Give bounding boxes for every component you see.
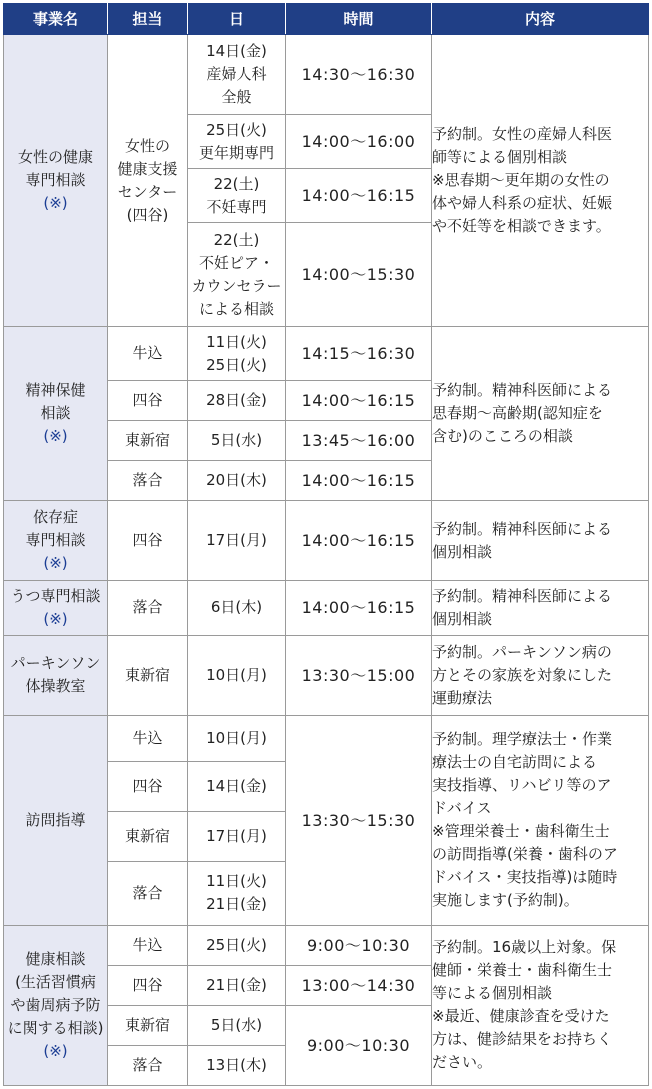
staff-cell: 東新宿 [108, 811, 188, 861]
time-cell: 13:30～15:00 [286, 635, 432, 715]
date-cell: 10日(月) [188, 635, 286, 715]
date-cell: 11日(火) 25日(火) [188, 327, 286, 381]
content-womens-health: 予約制。女性の産婦人科医 師等による個別相談 ※思春期～更年期の女性の 体や婦人科系の症状、妊娠 や不妊等を相談できます。 [432, 35, 649, 327]
date-cell: 20日(木) [188, 461, 286, 501]
time-cell: 13:45～16:00 [286, 421, 432, 461]
note-mark: (※) [43, 1041, 68, 1060]
date-cell: 17日(月) [188, 811, 286, 861]
time-cell: 14:00～16:15 [286, 169, 432, 223]
staff-cell: 四谷 [108, 761, 188, 811]
table-row [4, 581, 649, 635]
note-mark: (※) [43, 194, 68, 213]
date-cell: 22(土) 不妊ピア・ カウンセラー による相談 [188, 223, 286, 327]
time-cell: 14:00～16:15 [286, 581, 432, 635]
content-parkinson: 予約制。パーキンソン病の 方とその家族を対象にした 運動療法 [432, 635, 649, 715]
date-cell: 14日(金) 産婦人科 全般 [188, 35, 286, 115]
time-cell: 14:15～16:30 [286, 327, 432, 381]
date-cell: 6日(木) [188, 581, 286, 635]
header-row [4, 4, 649, 35]
event-womens-health: 女性の健康 専門相談 (※) [4, 35, 108, 327]
event-mental-health: 精神保健 相談 (※) [4, 327, 108, 501]
staff-cell: 東新宿 [108, 421, 188, 461]
content-mental-health: 予約制。精神科医師による 思春期～高齢期(認知症を 含む)のこころの相談 [432, 327, 649, 501]
date-cell: 10日(月) [188, 715, 286, 761]
time-cell: 9:00～10:30 [286, 925, 432, 965]
staff-cell: 四谷 [108, 381, 188, 421]
staff-cell: 牛込 [108, 925, 188, 965]
content-depression: 予約制。精神科医師による 個別相談 [432, 581, 649, 635]
event-parkinson: パーキンソン 体操教室 [4, 635, 108, 715]
staff-womens-center: 女性の 健康支援 センター (四谷) [108, 35, 188, 327]
header-date: 日 [188, 4, 286, 35]
header-content: 内容 [432, 4, 649, 35]
staff-cell: 東新宿 [108, 1005, 188, 1045]
time-cell: 14:00～16:15 [286, 461, 432, 501]
staff-cell: 落合 [108, 861, 188, 925]
time-cell: 9:00～10:30 [286, 1005, 432, 1085]
staff-cell: 落合 [108, 1045, 188, 1085]
date-cell: 17日(月) [188, 501, 286, 581]
time-cell: 13:00～14:30 [286, 965, 432, 1005]
staff-cell: 東新宿 [108, 635, 188, 715]
time-cell: 14:30～16:30 [286, 35, 432, 115]
event-home-visit: 訪問指導 [4, 715, 108, 925]
event-depression: うつ専門相談 (※) [4, 581, 108, 635]
event-health-consultation: 健康相談 (生活習慣病 や歯周病予防 に関する相談) (※) [4, 925, 108, 1085]
date-cell: 25日(火) 更年期専門 [188, 115, 286, 169]
content-home-visit: 予約制。理学療法士・作業 療法士の自宅訪問による 実技指導、リハビリ等のア ドバイス ※管理栄養士・歯科衛生士 の訪問指導(栄養・歯科のア ドバイス・実技指導)は随時 実施します(予約制)。 [432, 715, 649, 925]
date-cell: 22(土) 不妊専門 [188, 169, 286, 223]
date-cell: 5日(水) [188, 1005, 286, 1045]
date-cell: 13日(木) [188, 1045, 286, 1085]
staff-cell: 牛込 [108, 327, 188, 381]
date-cell: 5日(水) [188, 421, 286, 461]
table-row [4, 501, 649, 581]
staff-cell: 落合 [108, 461, 188, 501]
time-cell: 14:00～16:15 [286, 381, 432, 421]
table-row [4, 635, 649, 715]
date-cell: 28日(金) [188, 381, 286, 421]
staff-cell: 牛込 [108, 715, 188, 761]
event-addiction: 依存症 専門相談 (※) [4, 501, 108, 581]
table-row [4, 35, 649, 115]
date-cell: 21日(金) [188, 965, 286, 1005]
note-mark: (※) [43, 427, 68, 446]
note-mark: (※) [43, 609, 68, 628]
table-row [4, 925, 649, 965]
time-cell: 14:00～16:00 [286, 115, 432, 169]
staff-cell: 四谷 [108, 501, 188, 581]
table-row [4, 327, 649, 381]
staff-cell: 四谷 [108, 965, 188, 1005]
content-addiction: 予約制。精神科医師による 個別相談 [432, 501, 649, 581]
time-cell: 14:00～15:30 [286, 223, 432, 327]
header-time: 時間 [286, 4, 432, 35]
staff-cell: 落合 [108, 581, 188, 635]
note-mark: (※) [43, 554, 68, 573]
time-cell: 13:30～15:30 [286, 715, 432, 925]
date-cell: 11日(火) 21日(金) [188, 861, 286, 925]
date-cell: 25日(火) [188, 925, 286, 965]
content-health-consultation: 予約制。16歳以上対象。保 健師・栄養士・歯科衛生士 等による個別相談 ※最近、健康診査を受けた 方は、健診結果をお持ちく ださい。 [432, 925, 649, 1085]
header-event: 事業名 [4, 4, 108, 35]
table-row [4, 715, 649, 761]
header-staff: 担当 [108, 4, 188, 35]
time-cell: 14:00～16:15 [286, 501, 432, 581]
date-cell: 14日(金) [188, 761, 286, 811]
schedule-table [3, 3, 649, 1086]
